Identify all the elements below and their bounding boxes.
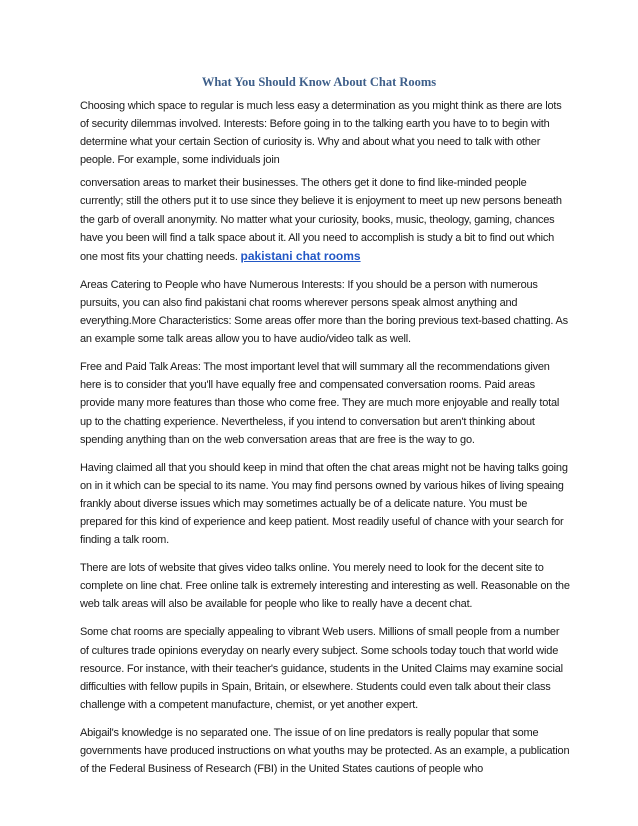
document-body xyxy=(80,97,570,788)
paragraph-3: Areas Catering to People who have Numerous Interests: If you should be a person with numerous pursuits, you can also find pakistani chat rooms wherever persons speak almost anything and everything.More Characteristics: Some areas offer more than the boring previous text-based chatting. As an example some talk areas allow you to have audio/video talk as well. xyxy=(80,278,568,346)
paragraph-6: There are lots of website that gives video talks online. You merely need to look for the decent site to complete on line chat. Free online talk is extremely interesting and interesting as well. Reasonable on the web talk areas will also be available for people who like to really have a decent chat. xyxy=(80,562,570,611)
paragraph-1: Choosing which space to regular is much less easy a determination as you might think as there are lots of security dilemmas involved. Interests: Before going in to the talking earth you have to to begin with determine what your certain Section of curiosity is. Why and about what you need to talk with other people. For example, some individuals join xyxy=(80,100,562,167)
paragraph-5: Having claimed all that you should keep in mind that often the chat areas might not be having talks going on in it which can be special to its name. You may find persons owned by various hikes of living speaing frankly about diverse issues which may sometimes actually be of a delicate nature. You must be prepared for this kind of experience and keep patient. Most readily useful of chance with your search for finding a talk room. xyxy=(80,461,568,547)
paragraph-8: Abigail's knowledge is no separated one. The issue of on line predators is really popular that some governments have produced instructions on what youths may be protected. As an example, a publication of the Federal Business of Research (FBI) in the United States cautions of people who xyxy=(80,726,570,776)
paragraph-7: Some chat rooms are specially appealing to vibrant Web users. Millions of small people from a number of cultures trade opinions everyday on nearly every subject. Some schools today touch that world wide resource. For instance, with their teacher's guidance, students in the United Claims may examine social difficulties with fellow pupils in Spain, Britain, or elsewhere. Students could even talk about their class challenge with a competent manufacture, chemist, or yet another expert. xyxy=(80,626,563,711)
paragraph-4: Free and Paid Talk Areas: The most important level that will summary all the recommendations given here is to consider that you'll have equally free and compensated conversation rooms. Paid areas provide many more features than those who come free. They are much more enjoyable and really total up to the chatting experience. Nevertheless, if you intend to conversation but aren't thinking about spending anything than on the web conversation areas that are free is the way to go. xyxy=(80,361,560,446)
document-title: What You Should Know About Chat Rooms xyxy=(201,75,437,89)
paragraph-2-text: conversation areas to market their businesses. The others get it done to find like-minded people currently; still the others put it to use since they believe it is enjoyment to meet up new persons beneath the garb of overall anonymity. No matter what your curiosity, books, music, theology, gaming, chances have you been will find a talk space about it. All you need to accomplish is study a bit to find out which one most fits your chatting needs. xyxy=(80,177,562,263)
pakistani-chat-rooms-link[interactable]: pakistani chat rooms xyxy=(240,248,361,263)
paragraph-2 xyxy=(80,174,570,265)
